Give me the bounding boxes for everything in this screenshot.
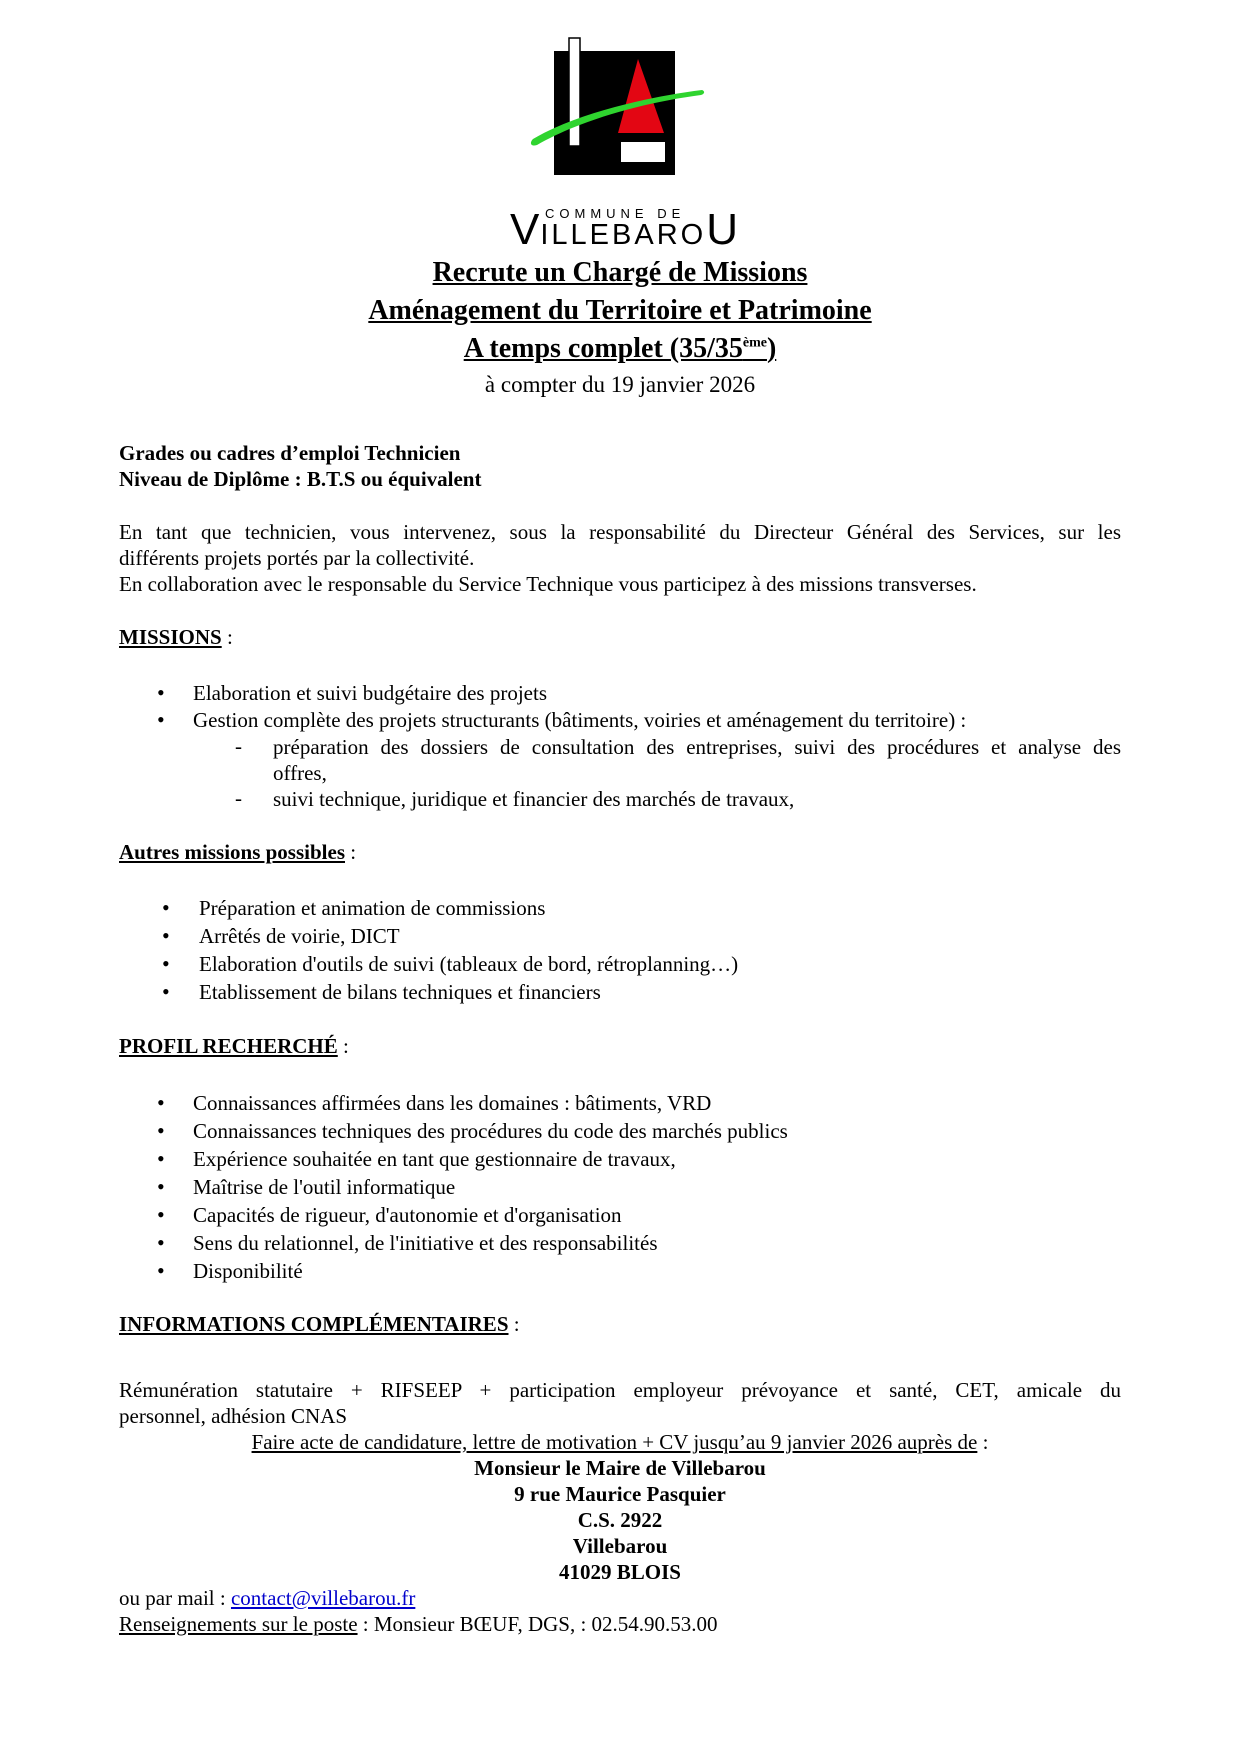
bullet-icon: •: [157, 1230, 165, 1255]
missions-heading: MISSIONS :: [119, 625, 233, 649]
email-line: ou par mail : contact@villebarou.fr: [119, 1586, 416, 1610]
sub-list-item: préparation des dossiers de consultation des entreprises, suivi des procédures et analyse des: [273, 735, 1121, 759]
address-line: 9 rue Maurice Pasquier: [514, 1482, 726, 1506]
address-line: Monsieur le Maire de Villebarou: [474, 1456, 766, 1480]
title-line-2: Aménagement du Territoire et Patrimoine: [368, 295, 872, 326]
list-item: Elaboration et suivi budgétaire des projets: [193, 681, 547, 705]
wordmark-villebarou: VILLEBAROU: [510, 205, 739, 254]
bullet-icon: •: [157, 1090, 165, 1115]
list-item: Expérience souhaitée en tant que gestionnaire de travaux,: [193, 1147, 676, 1171]
bullet-icon: •: [162, 895, 170, 920]
grade-line: Grades ou cadres d’emploi Technicien: [119, 441, 461, 465]
list-item: Arrêtés de voirie, DICT: [199, 924, 400, 948]
remuneration-line-1: Rémunération statutaire + RIFSEEP + participation employeur prévoyance et santé, CET, amicale du: [119, 1378, 1121, 1402]
dash-icon: -: [235, 786, 242, 810]
email-link[interactable]: contact@villebarou.fr: [230, 1586, 416, 1610]
list-item: Capacités de rigueur, d'autonomie et d'organisation: [193, 1203, 622, 1227]
sub-list-item: suivi technique, juridique et financier des marchés de travaux,: [273, 787, 795, 811]
list-item: Préparation et animation de commissions: [199, 896, 546, 920]
list-item: Connaissances affirmées dans les domaines : bâtiments, VRD: [193, 1091, 712, 1115]
bullet-icon: •: [157, 1174, 165, 1199]
start-date: à compter du 19 janvier 2026: [484, 372, 756, 397]
commune-wordmark: [510, 205, 739, 254]
bullet-icon: •: [162, 951, 170, 976]
list-item: Sens du relationnel, de l'initiative et des responsabilités: [193, 1231, 658, 1255]
bullet-icon: •: [157, 1258, 165, 1283]
villebarou-logo-icon: [527, 35, 717, 185]
list-item: Maîtrise de l'outil informatique: [193, 1175, 456, 1199]
other-missions-heading: Autres missions possibles :: [119, 840, 357, 864]
logo-left-bar: [569, 38, 580, 146]
list-item: Connaissances techniques des procédures du code des marchés publics: [193, 1119, 788, 1143]
wordmark-commune-de: COMMUNE DE: [545, 206, 686, 221]
title-line-3: A temps complet (35/35ème): [463, 333, 777, 364]
diploma-line: Niveau de Diplôme : B.T.S ou équivalent: [119, 467, 482, 491]
sub-list-item-continuation: offres,: [273, 761, 327, 785]
bullet-icon: •: [157, 707, 165, 732]
title-line-1: Recrute un Chargé de Missions: [432, 257, 808, 288]
list-item: Etablissement de bilans techniques et financiers: [199, 980, 601, 1004]
intro-line-3: En collaboration avec le responsable du Service Technique vous participez à des missions transverses.: [119, 572, 977, 596]
bullet-icon: •: [162, 979, 170, 1004]
profile-heading: PROFIL RECHERCHÉ :: [119, 1034, 349, 1058]
address-line: 41029 BLOIS: [559, 1560, 681, 1584]
logo-white-bar: [621, 142, 665, 162]
address-line: Villebarou: [572, 1534, 668, 1558]
intro-line-1: En tant que technicien, vous intervenez, sous la responsabilité du Directeur Général des Services, sur les: [119, 520, 1121, 544]
bullet-icon: •: [157, 1202, 165, 1227]
bullet-icon: •: [157, 1118, 165, 1143]
intro-line-2: différents projets portés par la collectivité.: [119, 546, 475, 570]
list-item: Gestion complète des projets structurants (bâtiments, voiries et aménagement du territoire) :: [193, 708, 967, 732]
list-item: Disponibilité: [193, 1259, 303, 1283]
address-line: C.S. 2922: [577, 1508, 663, 1532]
remuneration-line-2: personnel, adhésion CNAS: [119, 1404, 348, 1428]
list-item: Elaboration d'outils de suivi (tableaux de bord, rétroplanning…): [199, 952, 739, 976]
contact-line: Renseignements sur le poste : Monsieur BŒUF, DGS, : 02.54.90.53.00: [119, 1612, 718, 1636]
bullet-icon: •: [157, 1146, 165, 1171]
bullet-icon: •: [162, 923, 170, 948]
info-heading: INFORMATIONS COMPLÉMENTAIRES :: [119, 1312, 520, 1336]
dash-icon: -: [235, 734, 242, 758]
bullet-icon: •: [157, 680, 165, 705]
apply-instructions: Faire acte de candidature, lettre de motivation + CV jusqu’au 9 janvier 2026 auprès de :: [251, 1430, 989, 1454]
